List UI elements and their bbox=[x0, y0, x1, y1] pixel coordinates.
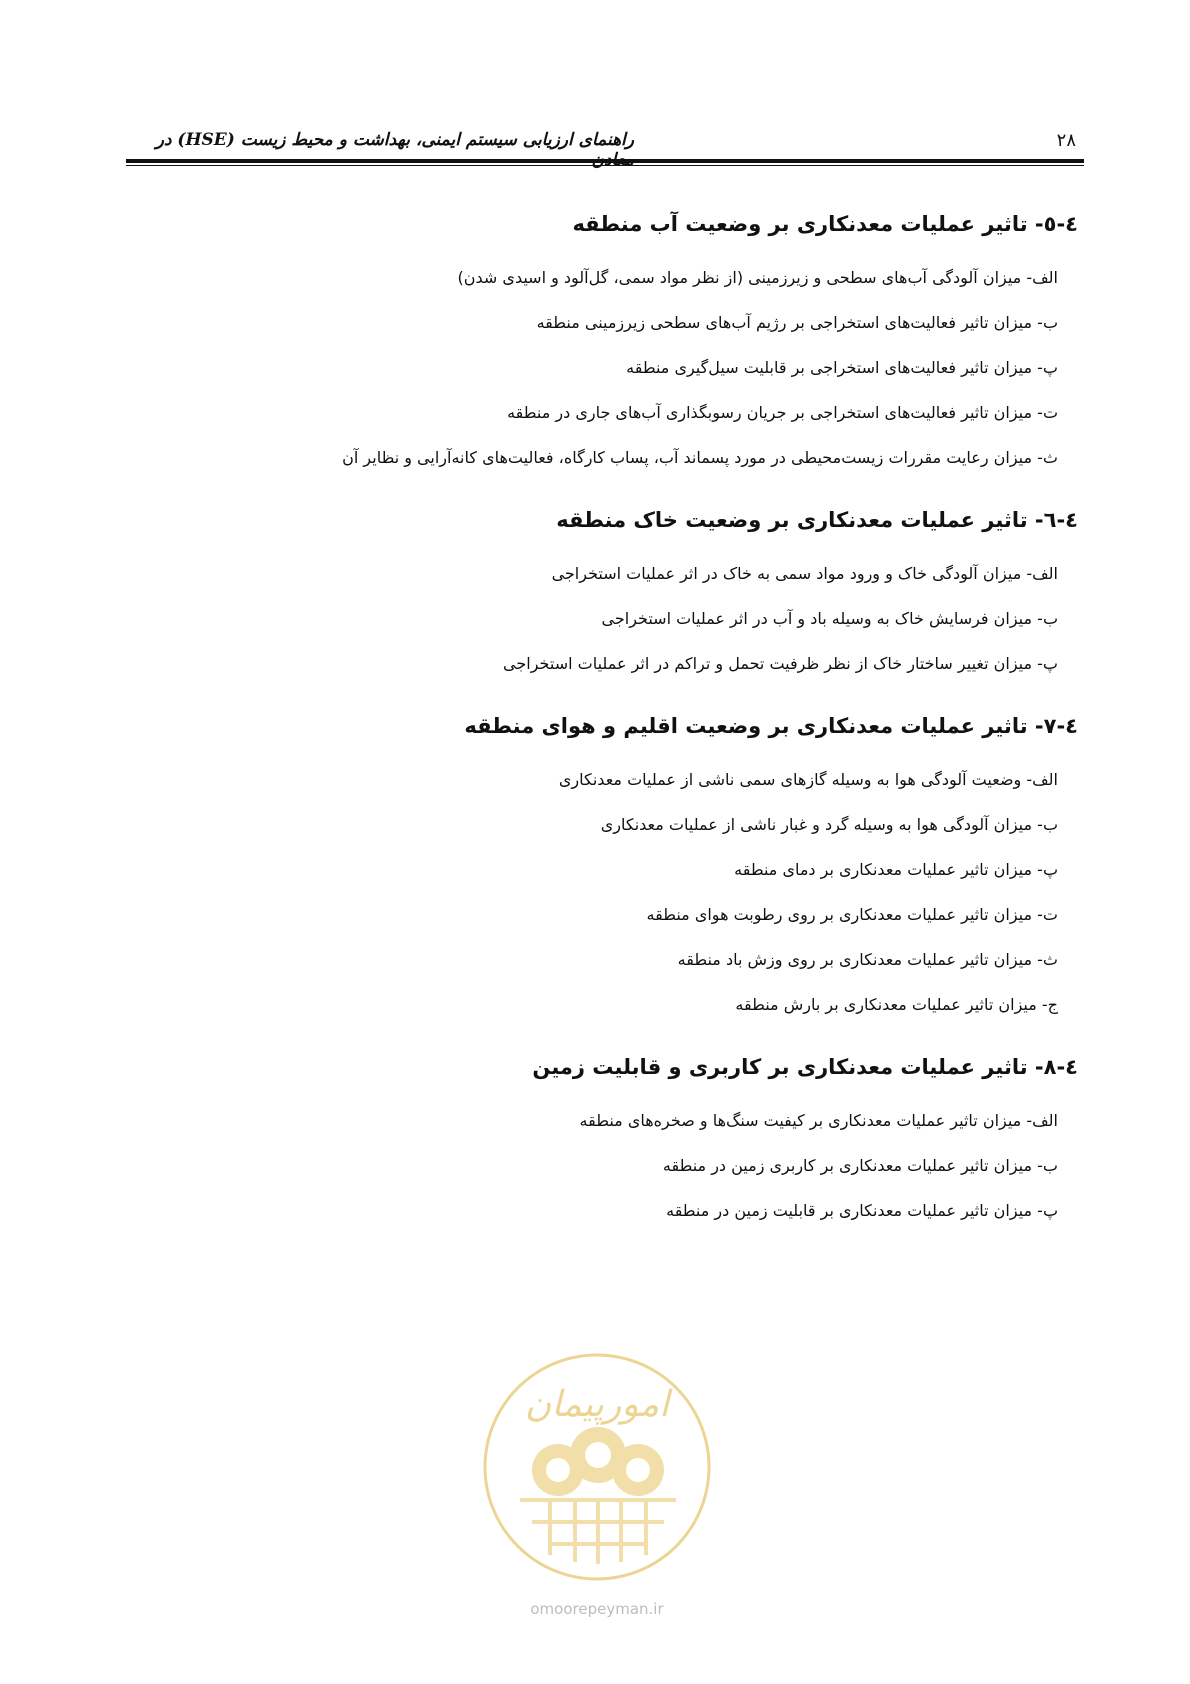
list-item: ب- میزان تاثیر عملیات معدنکاری بر کاربری زمین در منطقه bbox=[662, 1156, 1058, 1175]
list-item: پ- میزان تغییر ساختار خاک از نظر ظرفیت تحمل و تراکم در اثر عملیات استخراجی bbox=[503, 654, 1058, 673]
header-rule-thin bbox=[126, 165, 1084, 166]
page-number: ۲۸ bbox=[1056, 130, 1076, 151]
list-item: ب- میزان تاثیر فعالیت‌های استخراجی بر رژیم آب‌های سطحی زیرزمینی منطقه bbox=[536, 313, 1058, 332]
list-item: پ- میزان تاثیر فعالیت‌های استخراجی بر قابلیت سیل‌گیری منطقه bbox=[626, 358, 1058, 377]
header-rule-thick bbox=[126, 159, 1084, 163]
page-header bbox=[126, 126, 1084, 162]
list-item: ب- میزان فرسایش خاک به وسیله باد و آب در اثر عملیات استخراجی bbox=[601, 609, 1058, 628]
list-item: ب- میزان آلودگی هوا به وسیله گرد و غبار ناشی از عملیات معدنکاری bbox=[600, 815, 1058, 834]
page-content bbox=[158, 208, 1078, 1257]
list-item: الف- میزان آلودگی خاک و ورود مواد سمی به خاک در اثر عملیات استخراجی bbox=[551, 564, 1058, 583]
running-title: راهنمای ارزیابی سیستم ایمنی، بهداشت و محیط زیست (HSE) در bbox=[155, 130, 634, 150]
watermark-seal-icon bbox=[480, 1350, 715, 1585]
list-item: ج- میزان تاثیر عملیات معدنکاری بر بارش منطقه bbox=[735, 995, 1058, 1014]
section-heading: ٤-٧- تاثیر عملیات معدنکاری بر وضعیت اقلیم و هوای منطقه bbox=[464, 714, 1078, 738]
list-item: الف- میزان آلودگی آب‌های سطحی و زیرزمینی (از نظر مواد سمی، گل‌آلود و اسیدی شدن) bbox=[457, 268, 1058, 287]
section-heading: ٤-٦- تاثیر عملیات معدنکاری بر وضعیت خاک منطقه bbox=[556, 508, 1078, 532]
watermark-url: omoorepeyman.ir bbox=[530, 1600, 664, 1618]
list-item: ت- میزان تاثیر فعالیت‌های استخراجی بر جریان رسوبگذاری آب‌های جاری در منطقه bbox=[507, 403, 1058, 422]
section-heading: ٤-٨- تاثیر عملیات معدنکاری بر کاربری و قابلیت زمین bbox=[532, 1055, 1078, 1079]
list-item: پ- میزان تاثیر عملیات معدنکاری بر دمای منطقه bbox=[734, 860, 1058, 879]
list-item: الف- وضعیت آلودگی هوا به وسیله گازهای سمی ناشی از عملیات معدنکاری bbox=[558, 770, 1058, 789]
watermark-logo-text: امورپیمان bbox=[524, 1384, 670, 1425]
section-land bbox=[158, 1051, 1078, 1223]
section-heading: ٤-٥- تاثیر عملیات معدنکاری بر وضعیت آب منطقه bbox=[572, 212, 1078, 236]
section-soil bbox=[158, 504, 1078, 676]
list-item: ت- میزان تاثیر عملیات معدنکاری بر روی رطوبت هوای منطقه bbox=[646, 905, 1058, 924]
list-item: الف- میزان تاثیر عملیات معدنکاری بر کیفیت سنگ‌ها و صخره‌های منطقه bbox=[579, 1111, 1058, 1130]
list-item: پ- میزان تاثیر عملیات معدنکاری بر قابلیت زمین در منطقه bbox=[666, 1201, 1058, 1220]
list-item: ث- میزان تاثیر عملیات معدنکاری بر روی وزش باد منطقه bbox=[677, 950, 1058, 969]
section-climate bbox=[158, 710, 1078, 1017]
section-water bbox=[158, 208, 1078, 470]
list-item: ث- میزان رعایت مقررات زیست‌محیطی در مورد پسماند آب، پساب کارگاه، فعالیت‌های کانه‌آرایی و نظایر آن bbox=[342, 448, 1058, 467]
